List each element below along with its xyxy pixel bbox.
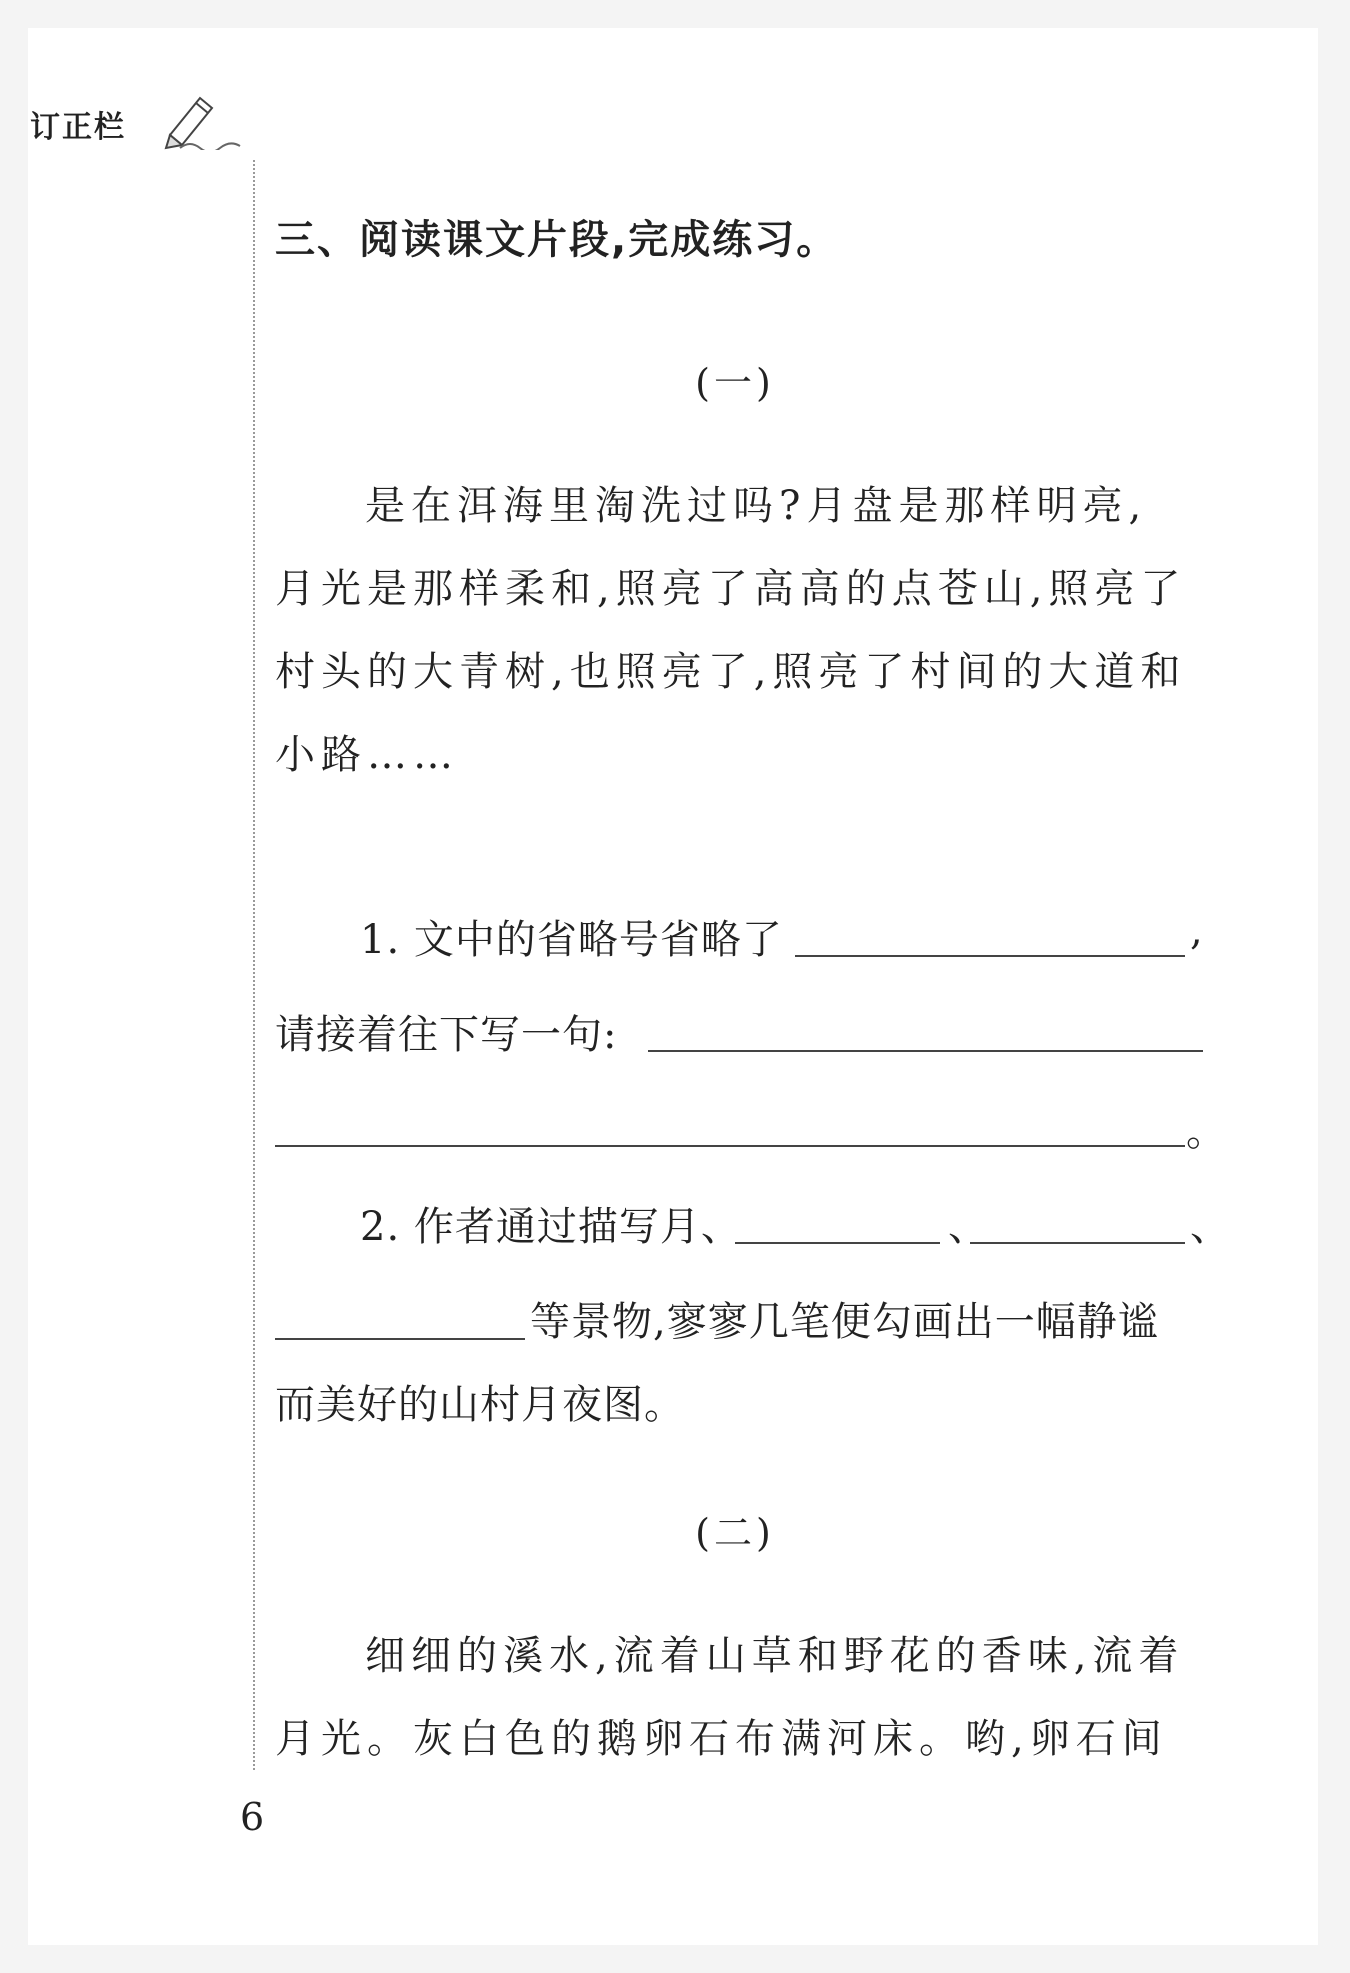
question-2-separator: 、 [1190,1204,1230,1250]
question-2-blank-3[interactable] [275,1338,525,1340]
question-1-answer-blank[interactable] [795,955,1185,957]
question-2-prompt: 2. 作者通过描写月、 [360,1204,742,1250]
passage-line: 小路…… [275,732,459,778]
question-1-sentence-blank-line2[interactable] [275,1145,1185,1147]
question-1-continue-prompt: 请接着往下写一句: [275,1012,618,1058]
question-2-separator: 、 [948,1204,988,1250]
passage-line: 细细的溪水,流着山草和野花的香味,流着 [365,1633,1185,1679]
question-2-blank-2[interactable] [970,1242,1185,1244]
correction-column-label: 订正栏 [30,110,126,145]
question-2-text-end: 而美好的山村月夜图。 [275,1382,685,1428]
question-2-text: 等景物,寥寥几笔便勾画出一幅静谧 [530,1299,1159,1345]
passage-line: 月光是那样柔和,照亮了高高的点苍山,照亮了 [275,566,1187,612]
passage-line: 是在洱海里淘洗过吗?月盘是那样明亮, [365,483,1148,529]
question-1-comma: , [1190,908,1203,954]
passage-line: 村头的大青树,也照亮了,照亮了村间的大道和 [275,649,1187,695]
passage-line: 月光。灰白色的鹅卵石布满河床。哟,卵石间 [275,1716,1168,1762]
question-1-prompt: 1. 文中的省略号省略了 [360,917,783,963]
question-2-blank-1[interactable] [735,1242,940,1244]
part-two-heading: (二) [695,1511,775,1555]
question-1-sentence-blank[interactable] [648,1050,1203,1052]
part-one-heading: (一) [695,361,775,405]
page-number: 6 [240,1795,265,1839]
section-title: 三、阅读课文片段,完成练习。 [275,217,839,263]
pencil-icon [160,90,250,150]
question-1-period: 。 [1186,1109,1226,1155]
